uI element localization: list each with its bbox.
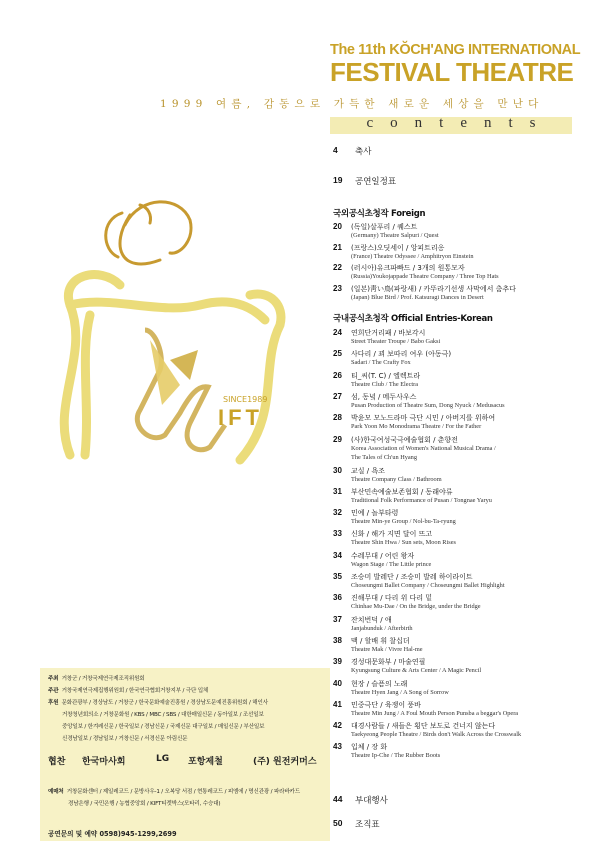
page-number: 32	[333, 508, 342, 518]
partners-row	[48, 750, 328, 770]
entry-title: 민예 / 놀부타령	[351, 509, 399, 518]
entry-subtitle: (France) Theatre Odyssee / Amphitryon Einstein	[351, 252, 474, 260]
entry-subtitle: (Russia)Youkojappade Theatre Company / Three Top Hats	[351, 273, 499, 280]
ticket-key: 예매처	[48, 789, 64, 795]
page-number: 33	[333, 529, 342, 539]
page-number: 21	[333, 242, 342, 252]
contents-heading: contents	[366, 115, 553, 131]
entry-title: 공연일정표	[355, 177, 397, 187]
entry-subtitle: (Japan) Blue Bird / Prof. Katsuragi Dances in Desert	[351, 293, 484, 301]
entry-subtitle: Chinhae Mu-Dae / On the Bridge, under the Bridge	[351, 603, 481, 611]
page-number: 43	[333, 742, 342, 752]
entry-subtitle: (Germany) Theatre Salpuri / Quest	[351, 232, 439, 239]
page-number: 36	[333, 593, 342, 603]
entry-title: (프랑스)오딧세이 / 앙피트리옹	[351, 243, 445, 252]
page-number: 25	[333, 349, 342, 359]
entry-title: 맥 / 할배 휘 찰십더	[351, 636, 410, 645]
entry-subtitle: Janjabunduk / Afterbirth	[351, 624, 413, 632]
entry-subtitle: Theatre Min Jung / A Foul Mouth Person Punsba a beggar's Opera	[351, 709, 519, 717]
ift-logo-artwork	[30, 155, 300, 485]
ticket-line	[48, 787, 300, 795]
organizer-key: 주관	[48, 688, 59, 694]
support-value: 문화관광부 / 경상남도 / 거창군 / 한국문화예술진흥원 / 경상남도문예진흥위원회 / 해인사	[61, 700, 268, 706]
sponsor-box	[40, 668, 330, 841]
ticket-value: 거창문화센터 / 제일레코드 / 문방사우-1 / 오복당 서점 / 현통레코드 / 피엠에 / 명신관광 / 파라바카드	[66, 789, 300, 795]
entry-title: 입체 / 장 화	[351, 743, 388, 752]
entry-title: 수레무대 / 어린 왕자	[351, 551, 415, 560]
festival-title-line2: FESTIVAL THEATRE	[330, 57, 574, 87]
page-number: 28	[333, 413, 342, 423]
inquiry-phone: 공연문의 및 예약 0598)945-1299,2699	[48, 830, 177, 838]
entry-subtitle: Theatre Club / The Electra	[351, 380, 419, 388]
entry-subtitle: Kyungsung Culture & Arts Center / A Magic Pencil	[351, 667, 482, 675]
partner-kra-logo: 한국마사회	[82, 757, 126, 767]
entry-title: 경성대문화부 / 마술연필	[351, 658, 426, 667]
entry-subtitle: Theatre Company Class / Bathroom	[351, 475, 442, 483]
entry-subtitle: Traditional Folk Performance of Pusan / Tongnae Yaryu	[351, 496, 492, 504]
page-number: 38	[333, 635, 342, 645]
entry-subtitle: Pusan Production of Theatre Sum, Dong Nyuck / Medusacus	[351, 401, 505, 409]
page-number: 26	[333, 370, 342, 380]
since-label: SINCE1989	[223, 395, 268, 404]
page-number: 4	[333, 145, 338, 155]
entry-subtitle: Theatre Hyen Jang / A Song of Sorrow	[351, 688, 449, 696]
page-number: 22	[333, 263, 342, 272]
support-line-3: 중앙일보 / 한겨레신문 / 한국일보 / 경남신문 / 국제신문 대구일보 / 매일신문 / 부산일보	[62, 724, 265, 730]
entry-title: 조승미 발레단 / 조승미 발레 하이라이트	[351, 573, 473, 581]
entry-title: 대경사람들 / 새들은 횡단 보도로 건너지 않는다	[351, 722, 496, 731]
page-number: 19	[333, 175, 343, 185]
entry-title: 민중극단 / 육쟁이 풍바	[351, 700, 421, 709]
entry-subtitle: Street Theater Troupe / Babo Gaksi	[351, 338, 441, 345]
brush-figure-icon	[30, 155, 300, 485]
page-number: 41	[333, 699, 342, 709]
page-number: 42	[333, 721, 342, 731]
entry-title: 현장 / 슬픔의 노래	[351, 679, 408, 688]
tagline: 1999 여름, 감동으로 가득한 새로운 세상을 만난다	[160, 98, 544, 110]
entry-title: 잔치번덕 / 애	[351, 615, 392, 624]
entry-subtitle: Wagon Stage / The Little prince	[351, 560, 432, 568]
ift-letters: IFT	[218, 405, 263, 430]
organizer-value: 거창국제연극제집행위원회 / 한국연극협회거창지부 / 극단 입체	[61, 688, 209, 694]
entry-title: (독일)살푸리 / 퀘스트	[351, 223, 418, 231]
support-line	[48, 698, 268, 706]
support-line-2: 거창청년회의소 / 거창문화원 / KBS / MBC / SBS / 대한매일신문 / 동아일보 / 조선일보	[62, 712, 264, 718]
page-number: 29	[333, 434, 342, 444]
entry-subtitle: Korea Association of Women's National Musical Drama /	[351, 444, 496, 452]
page-number: 30	[333, 465, 342, 475]
page-number: 31	[333, 486, 342, 496]
entry-title: 사다리 / 꾀 보따리 여우 (아동극)	[351, 350, 452, 359]
page-number: 34	[333, 550, 342, 560]
entry-title: 신화 / 해가 지면 달이 뜨고	[351, 530, 433, 539]
page-number: 24	[333, 328, 342, 337]
host-value: 거창군 / 거창국제연극제조직위원회	[61, 676, 145, 682]
entry-subtitle: Park Yoon Mo Monodrama Theatre / For the Father	[351, 423, 482, 431]
support-line-4: 신경남일보 / 경남일보 / 거창신문 / 서경신문 아림신문	[62, 736, 188, 742]
host-key: 주최	[48, 676, 59, 682]
page-number: 39	[333, 657, 342, 667]
page-number: 35	[333, 572, 342, 581]
entry-title: 박윤모 모노드라마 극단 시민 / 아버지를 위하여	[351, 414, 496, 423]
page-number: 37	[333, 614, 342, 624]
festival-title-line1: The 11th KŎCH'ANG INTERNATIONAL	[330, 42, 581, 58]
entry-subtitle: Taekyeong People Theatre / Birds don't Walk Across the Crosswalk	[351, 731, 522, 739]
entry-subtitle: Theatre Shin Hwa / Sun sets, Moon Rises	[351, 539, 456, 547]
entry-subtitle: Theatre Ip-Che / The Rubber Boots	[351, 752, 441, 760]
page-number: 40	[333, 678, 342, 688]
partner-commerce-logo: (주) 원전커머스	[253, 757, 317, 767]
section-heading: 국내공식초청작 Official Entries-Korean	[333, 314, 493, 324]
host-line	[48, 674, 144, 682]
entry-subtitle-2: The Tales of Ch'un Hyang	[351, 453, 417, 461]
organizer-line	[48, 686, 208, 694]
partners-key: 협찬	[48, 757, 66, 767]
entry-title: 축사	[355, 147, 372, 157]
entry-title: (일본)靑い鳥(파랑새) / 카뚜라기선생 사막에서 춤추다	[351, 284, 516, 293]
entry-title: (사)한국여성국극예술협회 / 춘향전	[351, 435, 458, 444]
entry-title: 진해무대 / 다리 위 다리 밑	[351, 594, 433, 603]
page-number: 44	[333, 794, 343, 804]
entry-title: 부산민속예술보존협회 / 동래야류	[351, 487, 453, 496]
ticket-line-2: 경남은행 / 국민은행 / 농협중앙회 / KIFT티켓박스(모타리, 수승대)	[68, 801, 221, 807]
entry-title: 섬, 동녘 / 메두사우스	[351, 392, 417, 401]
partner-posco-logo: 포항제철	[188, 757, 223, 767]
entry-title: 연희단거리패 / 바보각시	[351, 329, 426, 337]
page-number: 23	[333, 283, 342, 293]
entry-subtitle: Theatre Min-ye Group / Nol-bu-Ta-ryung	[351, 518, 456, 526]
entry-subtitle: Sadari / The Crafty Fox	[351, 359, 411, 367]
section-heading: 국외공식초청작 Foreign	[333, 209, 426, 219]
entry-title: 교실 / 욕조	[351, 466, 385, 475]
entry-title: 티_씨(T. C) / 엘렉트라	[351, 371, 421, 380]
support-key: 후원	[48, 700, 59, 706]
page-number: 50	[333, 818, 343, 828]
entry-title: 부대행사	[355, 796, 388, 806]
entry-subtitle: Theatre Mak / Vivre Hal-me	[351, 645, 423, 653]
page-number: 27	[333, 391, 342, 401]
entry-title: (러시아)유크파빠드 / 3개의 원통모자	[351, 264, 465, 272]
entry-title: 조직표	[355, 820, 380, 830]
page-number: 20	[333, 222, 342, 231]
partner-lg-logo: LG	[156, 754, 170, 764]
entry-subtitle: Choseungmi Ballet Company / Choseungmi Ballet Highlight	[351, 582, 505, 589]
